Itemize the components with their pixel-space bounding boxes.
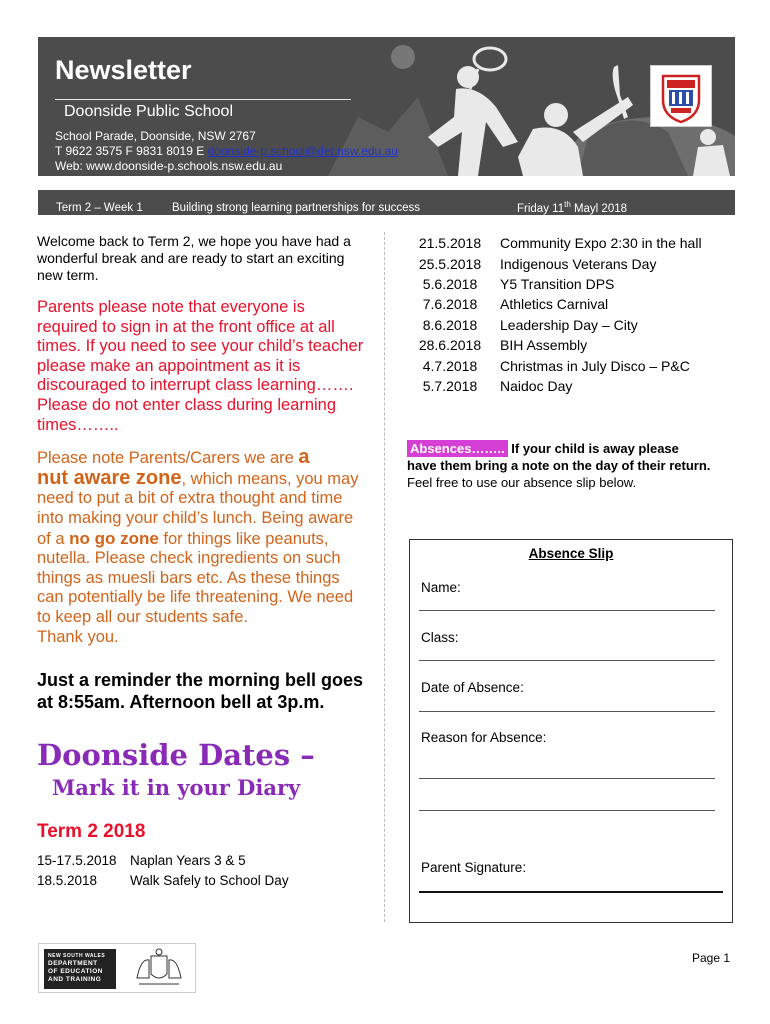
date-field[interactable]: [419, 711, 715, 712]
department-logo: NEW SOUTH WALES DEPARTMENT OF EDUCATION AND TRAINING: [38, 943, 196, 993]
page-number: Page 1: [692, 951, 731, 965]
newsletter-title: Newsletter: [55, 55, 192, 85]
coat-of-arms-icon: [129, 948, 189, 990]
list-item: 5.6.2018 Y5 Transition DPS: [422, 275, 615, 292]
absences-highlight: Absences……..: [407, 440, 508, 457]
list-item: 25.5.2018 Indigenous Veterans Day: [418, 255, 657, 272]
term-events-list: [37, 851, 367, 891]
list-item: 21.5.2018 Community Expo 2:30 in the hall: [418, 235, 702, 252]
class-label: Class:: [421, 630, 459, 645]
list-item: 7.6.2018 Athletics Carnival: [422, 296, 609, 313]
issue-date: Friday 11th Mayl 2018: [517, 200, 628, 215]
column-divider: [384, 232, 385, 922]
school-motto: Building strong learning partnerships for success: [172, 202, 421, 214]
list-item: 28.6.2018 BIH Assembly: [418, 337, 588, 354]
list-item: 5.7.2018 Naidoc Day: [422, 377, 573, 394]
list-item: 18.5.2018 Walk Safely to School Day: [37, 873, 289, 889]
email-link[interactable]: doonside-p.school@det.nsw.edu.au: [207, 144, 398, 158]
contact-line: [55, 144, 398, 158]
no-go-zone-text: no go zone: [69, 528, 159, 548]
website-line: Web: www.doonside-p.schools.nsw.edu.au: [55, 159, 283, 173]
list-item: 4.7.2018 Christmas in July Disco – P&C: [422, 357, 690, 374]
term-bar: [38, 190, 735, 215]
reason-field-line-2[interactable]: [419, 810, 715, 811]
list-item: 15-17.5.2018 Naplan Years 3 & 5: [37, 853, 246, 869]
dates-heading: Doonside Dates –: [37, 738, 315, 773]
signature-field[interactable]: [419, 891, 723, 893]
list-item: 8.6.2018 Leadership Day – City: [422, 316, 638, 333]
phone-fax: T 9622 3575 F 9831 8019 E: [55, 144, 208, 158]
absence-slip: [409, 539, 733, 923]
signature-label: Parent Signature:: [421, 860, 527, 875]
newsletter-banner: [38, 37, 735, 176]
reason-label: Reason for Absence:: [421, 730, 547, 745]
school-name: Doonside Public School: [64, 103, 233, 120]
school-crest-logo: [650, 65, 712, 127]
term-week: Term 2 – Week 1: [56, 202, 143, 214]
absence-notice: Absences…….. If your child is away please have them bring a note on the day of their return. Feel free to use our absence slip below.: [407, 441, 711, 490]
class-field[interactable]: [419, 660, 715, 661]
thank-you: Thank you.: [37, 627, 119, 646]
name-field[interactable]: [419, 610, 715, 611]
school-address: School Parade, Doonside, NSW 2767: [55, 129, 256, 143]
welcome-paragraph: Welcome back to Term 2, we hope you have had a wonderful break and are ready to start an exciting new term.: [37, 233, 351, 283]
nut-aware-notice: Please note Parents/Carers we are a nut aware zone, which means, you may need to put a bit of extra thought and time into making your child’s lunch. Being aware of a no go zone for things like peanuts, nutella. Please check ingredients on such things as muesli bars etc. As these things can potentially be life threatening. We need to keep all our students safe. Thank you.: [37, 446, 359, 646]
dates-subheading: Mark it in your Diary: [52, 775, 301, 801]
title-underline: [55, 99, 351, 100]
sign-in-notice: Parents please note that everyone is required to sign in at the front office at all times. If you need to see your child’s teacher please make an appointment as it is discouraged to interrupt class learning……. Please do not enter class during learning times……..: [37, 298, 364, 434]
slip-title: Absence Slip: [528, 546, 614, 561]
name-label: Name:: [421, 580, 461, 595]
term-heading: Term 2 2018: [37, 821, 146, 843]
left-column: [37, 233, 367, 891]
date-label: Date of Absence:: [421, 680, 524, 695]
reason-field-line-1[interactable]: [419, 778, 715, 779]
nut-aware-zone-text: nut aware zone: [37, 466, 182, 489]
bell-reminder: Just a reminder the morning bell goes at 8:55am. Afternoon bell at 3p.m.: [37, 670, 364, 713]
events-list: [400, 233, 740, 396]
